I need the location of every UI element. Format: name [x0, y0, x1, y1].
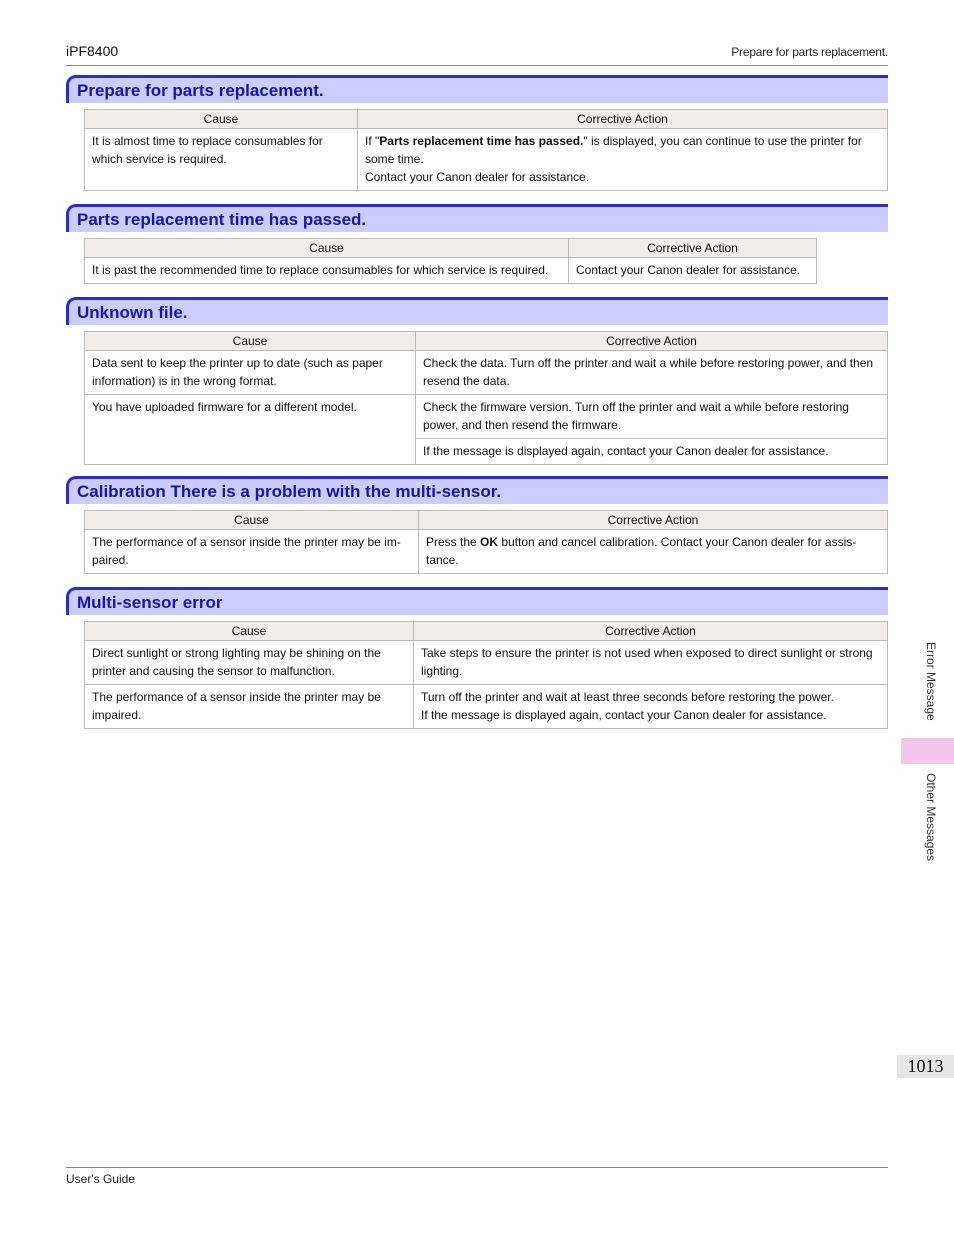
page-number: 1013	[897, 1055, 954, 1078]
section-parts-replacement-passed	[66, 204, 888, 284]
cause-action-table	[84, 238, 817, 284]
section-prepare-parts-replacement	[66, 75, 888, 191]
table-row	[85, 641, 888, 685]
section-title: Calibration There is a problem with the multi-sensor.	[66, 476, 888, 504]
table-row	[85, 685, 888, 729]
table-row	[85, 129, 888, 191]
ok-button-name: OK	[480, 535, 499, 549]
footer-guide-title: User's Guide	[66, 1172, 135, 1186]
header-model: iPF8400	[66, 43, 119, 59]
action-text: Turn off the printer and wait at least three seconds before restoring the power.	[421, 690, 834, 704]
section-title: Parts replacement time has passed.	[66, 204, 888, 232]
cause-cell: The performance of a sensor inside the printer may be im-paired.	[85, 530, 419, 574]
cause-cell: The performance of a sensor inside the printer may be impaired.	[85, 685, 414, 729]
action-header: Corrective Action	[416, 332, 888, 351]
action-header: Corrective Action	[358, 110, 888, 129]
action-text: Contact your Canon dealer for assistance.	[365, 170, 590, 184]
action-text: If the message is displayed again, contact your Canon dealer for assistance.	[421, 708, 827, 722]
cause-cell: It is almost time to replace consumables for which service is required.	[85, 129, 358, 191]
cause-cell: You have uploaded firmware for a different model.	[85, 395, 416, 465]
section-unknown-file	[66, 297, 888, 465]
action-cell: Check the firmware version. Turn off the printer and wait a while before restoring power, and then resend the firmware.	[416, 395, 888, 439]
message-name: Parts replacement time has passed.	[379, 134, 584, 148]
cause-action-table	[84, 109, 888, 191]
section-calibration-multi-sensor	[66, 476, 888, 574]
footer-rule	[66, 1167, 888, 1168]
action-cell: Check the data. Turn off the printer and wait a while before restoring power, and then resend the data.	[416, 351, 888, 395]
action-text: If "	[365, 134, 380, 148]
table-row	[85, 395, 888, 439]
action-header: Corrective Action	[419, 511, 888, 530]
cause-cell: Direct sunlight or strong lighting may be shining on the printer and causing the sensor to malfunction.	[85, 641, 414, 685]
section-title: Prepare for parts replacement.	[66, 75, 888, 103]
cause-action-table	[84, 510, 888, 574]
section-title: Unknown file.	[66, 297, 888, 325]
action-cell: Take steps to ensure the printer is not used when exposed to direct sunlight or strong lighting.	[414, 641, 888, 685]
action-text: Press the	[426, 535, 481, 549]
action-text: " is displayed, you can continue to use the printer for some time.	[365, 134, 862, 166]
side-tab-other-messages[interactable]: Other Messages	[924, 773, 938, 862]
side-tab-current-marker	[901, 738, 954, 764]
cause-header: Cause	[85, 332, 416, 351]
cause-header: Cause	[85, 239, 569, 258]
section-multi-sensor-error	[66, 587, 888, 729]
cause-action-table	[84, 621, 888, 729]
table-row	[85, 530, 888, 574]
cause-header: Cause	[85, 511, 419, 530]
cause-header: Cause	[85, 622, 414, 641]
side-tab-error-message[interactable]: Error Message	[924, 642, 938, 721]
section-title: Multi-sensor error	[66, 587, 888, 615]
header-running-title: Prepare for parts replacement.	[731, 45, 888, 59]
action-text: button and cancel calibration. Contact your Canon dealer for assis-tance.	[426, 535, 857, 567]
action-cell	[358, 129, 888, 191]
cause-header: Cause	[85, 110, 358, 129]
action-header: Corrective Action	[414, 622, 888, 641]
cause-action-table	[84, 331, 888, 465]
cause-cell: Data sent to keep the printer up to date (such as paper information) is in the wrong format.	[85, 351, 416, 395]
action-cell: If the message is displayed again, contact your Canon dealer for assistance.	[416, 439, 888, 465]
action-cell	[414, 685, 888, 729]
table-row	[85, 258, 817, 284]
header-rule	[66, 65, 888, 66]
cause-cell: It is past the recommended time to replace consumables for which service is required.	[85, 258, 569, 284]
action-cell	[419, 530, 888, 574]
table-row	[85, 351, 888, 395]
action-header: Corrective Action	[569, 239, 817, 258]
action-cell: Contact your Canon dealer for assistance.	[569, 258, 817, 284]
